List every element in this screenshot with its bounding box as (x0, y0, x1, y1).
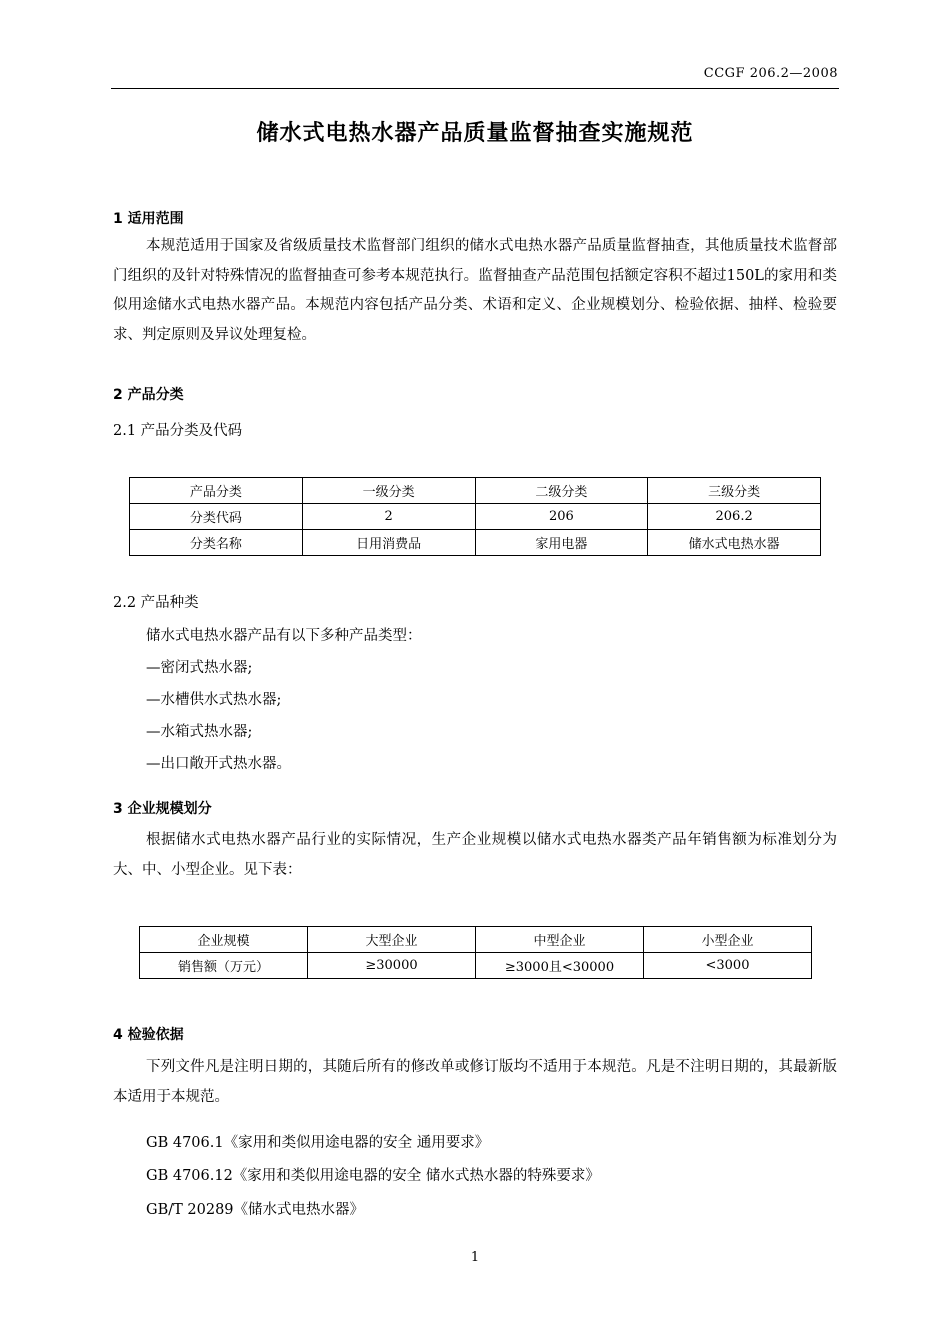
product-types-intro: 储水式电热水器产品有以下多种产品类型： (146, 628, 422, 644)
enterprise-scale-table (139, 926, 812, 979)
section-2-1-heading: 2.1 产品分类及代码 (113, 423, 243, 439)
product-classification-table (129, 477, 821, 556)
table-cell: 储水式电热水器 (648, 530, 821, 556)
product-type-item: —密闭式热水器; (146, 660, 253, 676)
reference-item: GB 4706.1《家用和类似用途电器的安全 通用要求》 (146, 1135, 490, 1151)
table-cell: 206 (475, 504, 648, 530)
table-cell: 家用电器 (475, 530, 648, 556)
page-number: 1 (470, 1250, 480, 1265)
table-cell: ≥30000 (308, 953, 476, 979)
product-type-item: —出口敞开式热水器。 (146, 756, 291, 772)
section-2-heading: 2 产品分类 (113, 387, 184, 403)
table-cell: 2 (302, 504, 475, 530)
document-title: 储水式电热水器产品质量监督抽查实施规范 (256, 121, 694, 146)
table-header-row (140, 927, 812, 953)
section-1-paragraph: 本规范适用于国家及省级质量技术监督部门组织的储水式电热水器产品质量监督抽查，其他质量技术监督部门组织的及针对特殊情况的监督抽查可参考本规范执行。监督抽查产品范围包括额定容积不超过150L的家用和类似用途储水式电热水器产品。本规范内容包括产品分类、术语和定义、企业规模划分、检验依据、抽样、检验要求、判定原则及异议处理复检。 (113, 238, 837, 343)
product-type-item: —水槽供水式热水器; (146, 692, 282, 708)
table-row (130, 504, 821, 530)
table-row (130, 530, 821, 556)
table-header-cell: 大型企业 (308, 927, 476, 953)
table-header-cell: 中型企业 (476, 927, 644, 953)
reference-item: GB 4706.12《家用和类似用途电器的安全 储水式热水器的特殊要求》 (146, 1168, 600, 1184)
table-header-cell: 产品分类 (130, 478, 303, 504)
table-cell: <3000 (644, 953, 812, 979)
section-3-paragraph: 根据储水式电热水器产品行业的实际情况，生产企业规模以储水式电热水器类产品年销售额为标准划分为大、中、小型企业。见下表： (113, 832, 837, 878)
table-header-cell: 二级分类 (475, 478, 648, 504)
table-header-row (130, 478, 821, 504)
section-4-paragraph: 下列文件凡是注明日期的，其随后所有的修改单或修订版均不适用于本规范。凡是不注明日期的，其最新版本适用于本规范。 (113, 1059, 837, 1105)
section-3-heading: 3 企业规模划分 (113, 801, 212, 817)
table-cell: 分类代码 (130, 504, 303, 530)
product-type-item: —水箱式热水器; (146, 724, 253, 740)
header-divider (111, 88, 839, 89)
table-cell: 销售额（万元） (140, 953, 308, 979)
section-1-heading: 1 适用范围 (113, 211, 184, 227)
table-header-cell: 三级分类 (648, 478, 821, 504)
table-header-cell: 小型企业 (644, 927, 812, 953)
table-cell: ≥3000且<30000 (476, 953, 644, 979)
reference-item: GB/T 20289《储水式电热水器》 (146, 1202, 365, 1218)
table-cell: 分类名称 (130, 530, 303, 556)
document-code: CCGF 206.2—2008 (703, 66, 838, 81)
table-header-cell: 一级分类 (302, 478, 475, 504)
table-cell: 206.2 (648, 504, 821, 530)
table-cell: 日用消费品 (302, 530, 475, 556)
section-4-heading: 4 检验依据 (113, 1027, 184, 1043)
table-row (140, 953, 812, 979)
table-header-cell: 企业规模 (140, 927, 308, 953)
section-2-2-heading: 2.2 产品种类 (113, 595, 199, 611)
